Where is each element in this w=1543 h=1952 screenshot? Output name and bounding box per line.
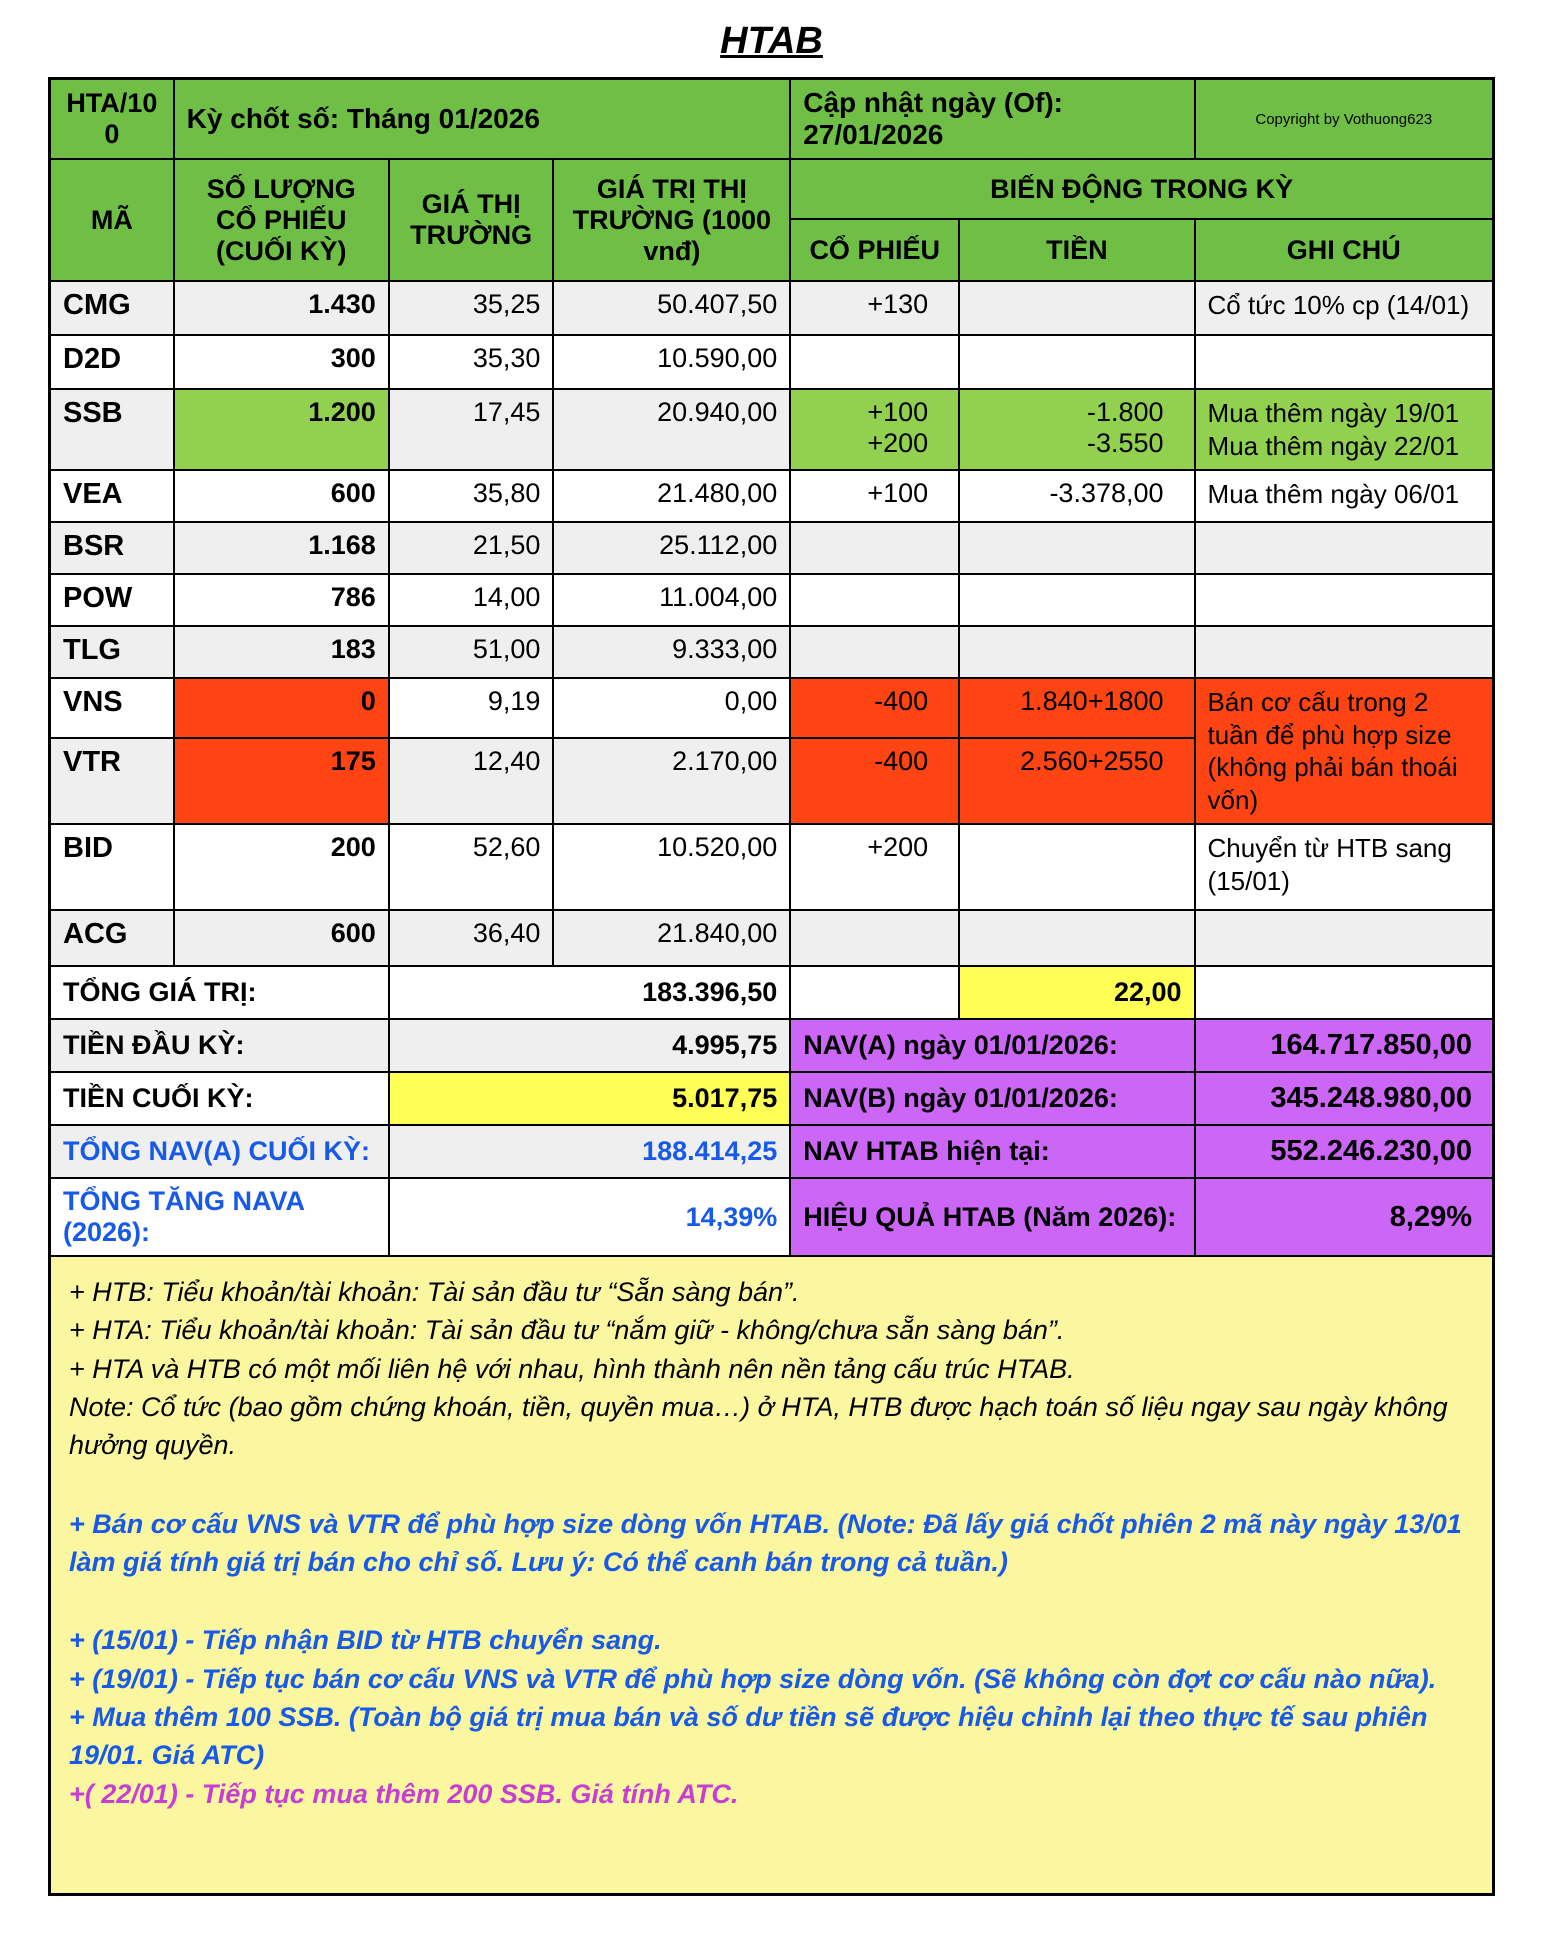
- htab-performance-label: HIỆU QUẢ HTAB (Năm 2026):: [790, 1178, 1194, 1256]
- money-change-cell: [959, 281, 1194, 335]
- value-cell: 11.004,00: [553, 574, 790, 626]
- total-money-change: 22,00: [959, 966, 1194, 1019]
- htab-performance-value: 8,29%: [1195, 1178, 1494, 1256]
- money-change-cell: [959, 910, 1194, 966]
- note-cell: Mua thêm ngày 06/01: [1195, 470, 1494, 522]
- note-cell: Mua thêm ngày 19/01 Mua thêm ngày 22/01: [1195, 389, 1494, 470]
- col-header-ma: MÃ: [50, 159, 174, 281]
- note-cell: Chuyển từ HTB sang (15/01): [1195, 824, 1494, 910]
- nav-a-value: 164.717.850,00: [1195, 1019, 1494, 1072]
- notes-block: [50, 1256, 1494, 1894]
- summary-row-cash-start: [50, 1019, 1494, 1072]
- shares-change-cell: [790, 626, 959, 678]
- page-title: HTAB: [720, 20, 823, 62]
- nav-b-label: NAV(B) ngày 01/01/2026:: [790, 1072, 1194, 1125]
- note-line: + HTB: Tiểu khoản/tài khoản: Tài sản đầu tư “Sẵn sàng bán”.: [69, 1277, 800, 1307]
- price-cell: 17,45: [389, 389, 554, 470]
- note-line-event: + Mua thêm 100 SSB. (Toàn bộ giá trị mua bán và số dư tiền sẽ được hiệu chỉnh lại theo thực tế sau phiên 19/01. Giá ATC): [69, 1701, 1428, 1771]
- cash-end-label: TIỀN CUỐI KỲ:: [50, 1072, 389, 1125]
- total-gain-label: TỔNG TĂNG NAVA (2026):: [50, 1178, 389, 1256]
- note-cell: [1195, 335, 1494, 389]
- spacer: [69, 1581, 1472, 1621]
- note-line: Note: Cổ tức (bao gồm chứng khoán, tiền, quyền mua…) ở HTA, HTB được hạch toán số liệu ngay sau ngày không hưởng quyền.: [69, 1391, 1448, 1461]
- ticker-cell: SSB: [50, 389, 174, 470]
- nav-b-value: 345.248.980,00: [1195, 1072, 1494, 1125]
- total-gain-value: 14,39%: [389, 1178, 790, 1256]
- note-line-event: + (15/01) - Tiếp nhận BID từ HTB chuyển sang.: [69, 1625, 662, 1656]
- cash-start-label: TIỀN ĐẦU KỲ:: [50, 1019, 389, 1072]
- shares-cell: 1.200: [174, 389, 389, 470]
- shares-cell: 1.168: [174, 522, 389, 574]
- money-change-cell: 2.560+2550: [959, 738, 1194, 824]
- summary-row-total-gain: [50, 1178, 1494, 1256]
- ticker-cell: VTR: [50, 738, 174, 824]
- table-row-bid: [50, 824, 1494, 910]
- nav-htab-value: 552.246.230,00: [1195, 1125, 1494, 1178]
- shares-change-cell: [790, 574, 959, 626]
- header-band: [50, 79, 1494, 160]
- summary-row-total: [50, 966, 1494, 1019]
- ticker-cell: VEA: [50, 470, 174, 522]
- money-change-cell: 1.840+1800: [959, 678, 1194, 738]
- price-cell: 51,00: [389, 626, 554, 678]
- shares-change-cell: +130: [790, 281, 959, 335]
- table-row-tlg: [50, 626, 1494, 678]
- price-cell: 35,30: [389, 335, 554, 389]
- empty-cell: [790, 966, 959, 1019]
- shares-change-cell: [790, 335, 959, 389]
- ticker-cell: D2D: [50, 335, 174, 389]
- col-header-bien-dong: BIẾN ĐỘNG TRONG KỲ: [790, 159, 1493, 219]
- money-change-cell: -3.378,00: [959, 470, 1194, 522]
- ticker-cell: ACG: [50, 910, 174, 966]
- money-change-cell: -1.800 -3.550: [959, 389, 1194, 470]
- col-header-tien: TIỀN: [959, 219, 1194, 281]
- price-cell: 52,60: [389, 824, 554, 910]
- nav-a-label: NAV(A) ngày 01/01/2026:: [790, 1019, 1194, 1072]
- value-cell: 25.112,00: [553, 522, 790, 574]
- shares-cell: 786: [174, 574, 389, 626]
- total-value-label: TỔNG GIÁ TRỊ:: [50, 966, 389, 1019]
- col-header-so-luong: SỐ LƯỢNG CỔ PHIẾU (CUỐI KỲ): [174, 159, 389, 281]
- shares-change-cell: +200: [790, 824, 959, 910]
- note-cell-vns-vtr: Bán cơ cấu trong 2 tuần để phù hợp size (không phải bán thoái vốn): [1195, 678, 1494, 824]
- note-line-event: + (19/01) - Tiếp tục bán cơ cấu VNS và VTR để phù hợp size dòng vốn. (Sẽ không còn đợt cơ cấu nào nữa).: [69, 1663, 1437, 1694]
- total-nav-label: TỔNG NAV(A) CUỐI KỲ:: [50, 1125, 389, 1178]
- table-row-bsr: [50, 522, 1494, 574]
- table-row-vea: [50, 470, 1494, 522]
- ticker-cell: BSR: [50, 522, 174, 574]
- money-change-cell: [959, 626, 1194, 678]
- column-header-row: [50, 159, 1494, 219]
- sheet-code: HTA/100: [50, 79, 174, 160]
- shares-change-cell: [790, 522, 959, 574]
- shares-cell: 200: [174, 824, 389, 910]
- money-change-cell: [959, 522, 1194, 574]
- money-change-cell: [959, 335, 1194, 389]
- ticker-cell: CMG: [50, 281, 174, 335]
- copyright: Copyright by Vothuong623: [1195, 79, 1494, 160]
- shares-cell: 1.430: [174, 281, 389, 335]
- summary-row-total-nav: [50, 1125, 1494, 1178]
- spacer: [69, 1465, 1472, 1505]
- value-cell: 9.333,00: [553, 626, 790, 678]
- ticker-cell: TLG: [50, 626, 174, 678]
- price-cell: 36,40: [389, 910, 554, 966]
- note-line: + HTA: Tiểu khoản/tài khoản: Tài sản đầu tư “nắm giữ - không/chưa sẵn sàng bán”.: [69, 1315, 1065, 1346]
- total-nav-value: 188.414,25: [389, 1125, 790, 1178]
- note-line-latest: +( 22/01) - Tiếp tục mua thêm 200 SSB. Giá tính ATC.: [69, 1778, 739, 1809]
- shares-change-cell: +100: [790, 470, 959, 522]
- value-cell: 0,00: [553, 678, 790, 738]
- note-cell: [1195, 626, 1494, 678]
- shares-cell: 600: [174, 470, 389, 522]
- period-label: Kỳ chốt số: Tháng 01/2026: [174, 79, 791, 160]
- total-value: 183.396,50: [389, 966, 790, 1019]
- table-row-vns: [50, 678, 1494, 738]
- ticker-cell: VNS: [50, 678, 174, 738]
- price-cell: 35,80: [389, 470, 554, 522]
- portfolio-table: [48, 77, 1495, 1896]
- note-cell: [1195, 574, 1494, 626]
- table-row-ssb: [50, 389, 1494, 470]
- shares-change-cell: +100 +200: [790, 389, 959, 470]
- note-cell: Cổ tức 10% cp (14/01): [1195, 281, 1494, 335]
- cash-end-value: 5.017,75: [389, 1072, 790, 1125]
- shares-change-cell: -400: [790, 738, 959, 824]
- table-row-acg: [50, 910, 1494, 966]
- money-change-cell: [959, 824, 1194, 910]
- shares-cell: 175: [174, 738, 389, 824]
- table-row-pow: [50, 574, 1494, 626]
- shares-cell: 183: [174, 626, 389, 678]
- price-cell: 21,50: [389, 522, 554, 574]
- value-cell: 2.170,00: [553, 738, 790, 824]
- shares-cell: 300: [174, 335, 389, 389]
- value-cell: 50.407,50: [553, 281, 790, 335]
- note-line: + HTA và HTB có một mối liên hệ với nhau, hình thành nên nền tảng cấu trúc HTAB.: [69, 1353, 1075, 1384]
- notes-row: [50, 1256, 1494, 1894]
- price-cell: 9,19: [389, 678, 554, 738]
- money-change-cell: [959, 574, 1194, 626]
- price-cell: 35,25: [389, 281, 554, 335]
- table-row-cmg: [50, 281, 1494, 335]
- value-cell: 10.590,00: [553, 335, 790, 389]
- summary-row-cash-end: [50, 1072, 1494, 1125]
- price-cell: 12,40: [389, 738, 554, 824]
- shares-cell: 0: [174, 678, 389, 738]
- value-cell: 20.940,00: [553, 389, 790, 470]
- updated-label: Cập nhật ngày (Of): 27/01/2026: [790, 79, 1194, 160]
- value-cell: 10.520,00: [553, 824, 790, 910]
- price-cell: 14,00: [389, 574, 554, 626]
- shares-change-cell: [790, 910, 959, 966]
- empty-cell: [1195, 966, 1494, 1019]
- value-cell: 21.840,00: [553, 910, 790, 966]
- nav-htab-label: NAV HTAB hiện tại:: [790, 1125, 1194, 1178]
- shares-cell: 600: [174, 910, 389, 966]
- cash-start-value: 4.995,75: [389, 1019, 790, 1072]
- table-row-d2d: [50, 335, 1494, 389]
- shares-change-cell: -400: [790, 678, 959, 738]
- ticker-cell: BID: [50, 824, 174, 910]
- col-header-gia: GIÁ THỊ TRƯỜNG: [389, 159, 554, 281]
- ticker-cell: POW: [50, 574, 174, 626]
- value-cell: 21.480,00: [553, 470, 790, 522]
- col-header-co-phieu: CỔ PHIẾU: [790, 219, 959, 281]
- col-header-ghi-chu: GHI CHÚ: [1195, 219, 1494, 281]
- note-cell: [1195, 522, 1494, 574]
- note-cell: [1195, 910, 1494, 966]
- note-line-restructure: + Bán cơ cấu VNS và VTR để phù hợp size dòng vốn HTAB. (Note: Đã lấy giá chốt phiên 2 mã này ngày 13/01 làm giá tính giá trị bán cho chỉ số. Lưu ý: Có thể canh bán trong cả tuần.): [69, 1508, 1462, 1577]
- col-header-gia-tri: GIÁ TRỊ THỊ TRƯỜNG (1000 vnđ): [553, 159, 790, 281]
